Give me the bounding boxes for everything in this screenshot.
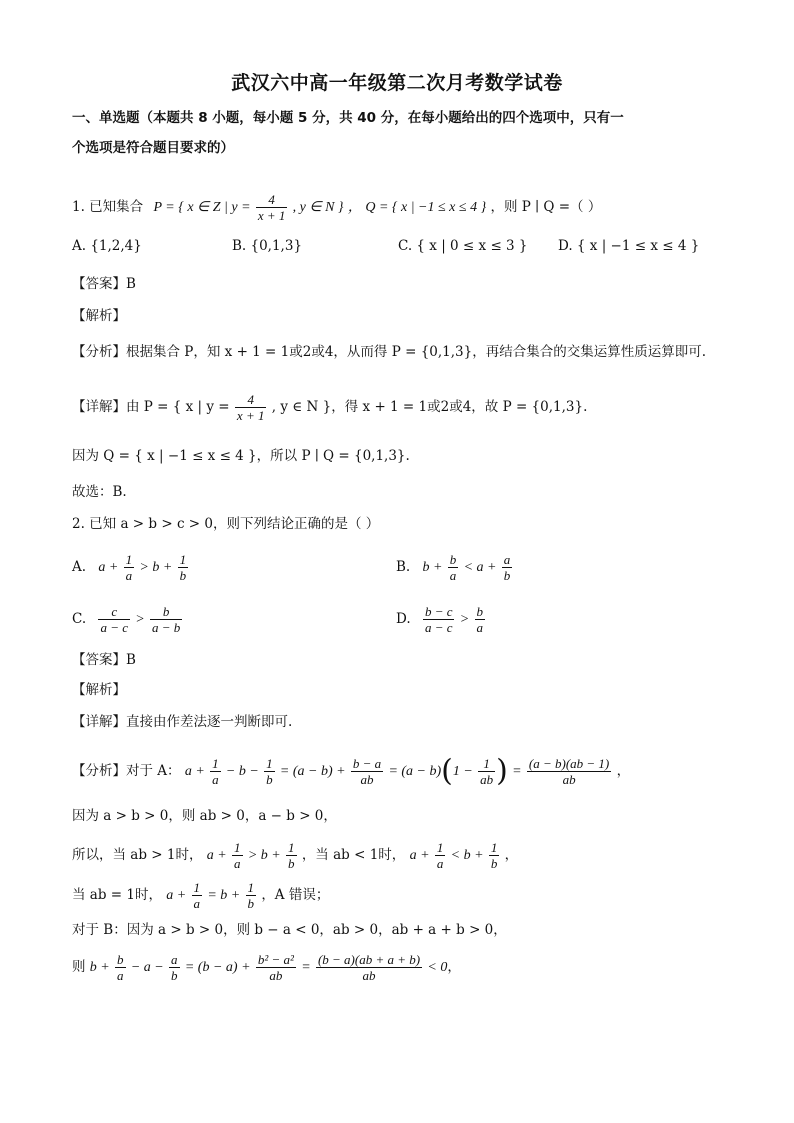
q2-option-c-label: C. [72, 611, 87, 627]
section-heading-line1: 一、单选题（本题共 8 小题，每小题 5 分，共 40 分，在每小题给出的四个选项中，只有一 [72, 110, 624, 126]
q2-line-dang: 当 ab = 1时， a + $\frac{1}{a}$ = b + $\frac{1}{b}$ ，A 错误； [72, 880, 330, 911]
q1-xiangjie-line [72, 392, 587, 423]
q2-stem: 2. 已知 a > b > c > 0，则下列结论正确的是（ ） [72, 516, 380, 532]
q2-option-d-label: D. [396, 611, 411, 627]
fraction-denominator: x + 1 [236, 408, 265, 423]
q1-answer: 【答案】B [72, 276, 136, 292]
q2-answer: 【答案】B [72, 652, 136, 668]
q1-xiangjie-a: 【详解】由 P = { x | y = [72, 399, 230, 415]
q1-option-b: B. {0,1,3} [232, 238, 303, 254]
q2-line-suoyi: 所以，当 ab > 1时， a + $\frac{1}{a}$ > b + $\frac{1}{b}$ ，当 ab < 1时， a + $\frac{1}{a}$ < b + $\frac{1}{b}$ ， [72, 840, 519, 871]
q1-stem-line [72, 192, 601, 223]
q2-option-c: C. $\frac{c}{a - c}$ > $\frac{b}{a - b}$ [72, 604, 181, 635]
q2-line-ze: 则 b + $\frac{b}{a}$ − a − $\frac{a}{b}$ = (b − a) + $\frac{\text{b² − a²}}{ab}$ = $\frac{(b - a)(ab + a + b)}{ab}$ < 0， [72, 952, 461, 983]
q2-line-suoyi-b: ，当 ab < 1时， [301, 847, 406, 863]
q1-xiangjie-b: , y ∈ N }，得 x + 1 = 1或2或4，故 P = {0,1,3}. [271, 399, 588, 415]
q1-option-a: A. {1,2,4} [72, 238, 142, 254]
q1-set-p-left: P = { x ∈ Z | y = [153, 200, 251, 215]
q1-option-d: D. { x | −1 ≤ x ≤ 4 } [558, 238, 700, 254]
q2-line-dang-end: ，A 错误； [261, 887, 330, 903]
q1-set-p-fraction [256, 192, 288, 223]
q2-option-b-label: B. [396, 559, 411, 575]
page-title: 武汉六中高一年级第二次月考数学试卷 [231, 72, 563, 94]
section-heading-line2: 个选项是符合题目要求的） [72, 140, 234, 156]
q2-option-b: B. b + $\frac{b}{a}$ < a + $\frac{a}{b}$ [396, 552, 511, 583]
q1-ask: ，则 P ∣ Q =（ ） [490, 199, 602, 215]
q2-option-a-label: A. [72, 559, 87, 575]
q1-set-q: ， Q = { x | −1 ≤ x ≤ 4 } [347, 200, 487, 215]
q2-line-ze-label: 则 [72, 959, 86, 975]
q1-set-p-right: , y ∈ N } [292, 200, 344, 215]
q2-line-suoyi-a: 所以，当 ab > 1时， [72, 847, 203, 863]
q2-xiangjie: 【详解】直接由作差法逐一判断即可. [72, 714, 293, 730]
q1-guxuan: 故选：B. [72, 484, 127, 500]
q1-fenxi: 【分析】根据集合 P，知 x + 1 = 1或2或4，从而得 P = {0,1,3}，再结合集合的交集运算性质运算即可. [72, 344, 707, 360]
q1-xiangjie-fraction [235, 392, 267, 423]
q1-stem: 1. 已知集合 [72, 199, 144, 215]
q2-line-duiyu: 对于 B：因为 a > b > 0，则 b − a < 0，ab > 0，ab + a + b > 0， [72, 922, 507, 938]
q2-fenxi-label: 【分析】对于 A： [72, 763, 181, 779]
fraction-numerator: 4 [235, 392, 267, 408]
q2-fenxi-line: 【分析】对于 A： a + $\frac{1}{a}$ − b − $\frac{1}{b}$ = (a − b) + $\frac{b - a}{ab}$ = (a − b)(1 − $\frac{1}{ab}$ ) = $\frac{(a - b)(ab - 1)}{ab}$ ， [72, 753, 631, 789]
fraction-numerator: 4 [256, 192, 288, 208]
q1-yinwei: 因为 Q = { x | −1 ≤ x ≤ 4 }，所以 P ∣ Q = {0,1,3}. [72, 448, 410, 464]
q2-line-yinwei: 因为 a > b > 0，则 ab > 0，a − b > 0， [72, 808, 337, 824]
q2-analysis-label: 【解析】 [72, 682, 126, 698]
fraction-denominator: x + 1 [257, 208, 286, 223]
q2-line-dang-a: 当 ab = 1时， [72, 887, 162, 903]
q1-option-c: C. { x | 0 ≤ x ≤ 3 } [398, 238, 528, 254]
q2-option-a: A. a + $\frac{1}{a}$ > b + $\frac{1}{b}$ [72, 552, 187, 583]
q1-analysis-label: 【解析】 [72, 308, 126, 324]
q2-option-d: D. $\frac{b - c}{a - c}$ > $\frac{b}{a}$ [396, 604, 484, 635]
